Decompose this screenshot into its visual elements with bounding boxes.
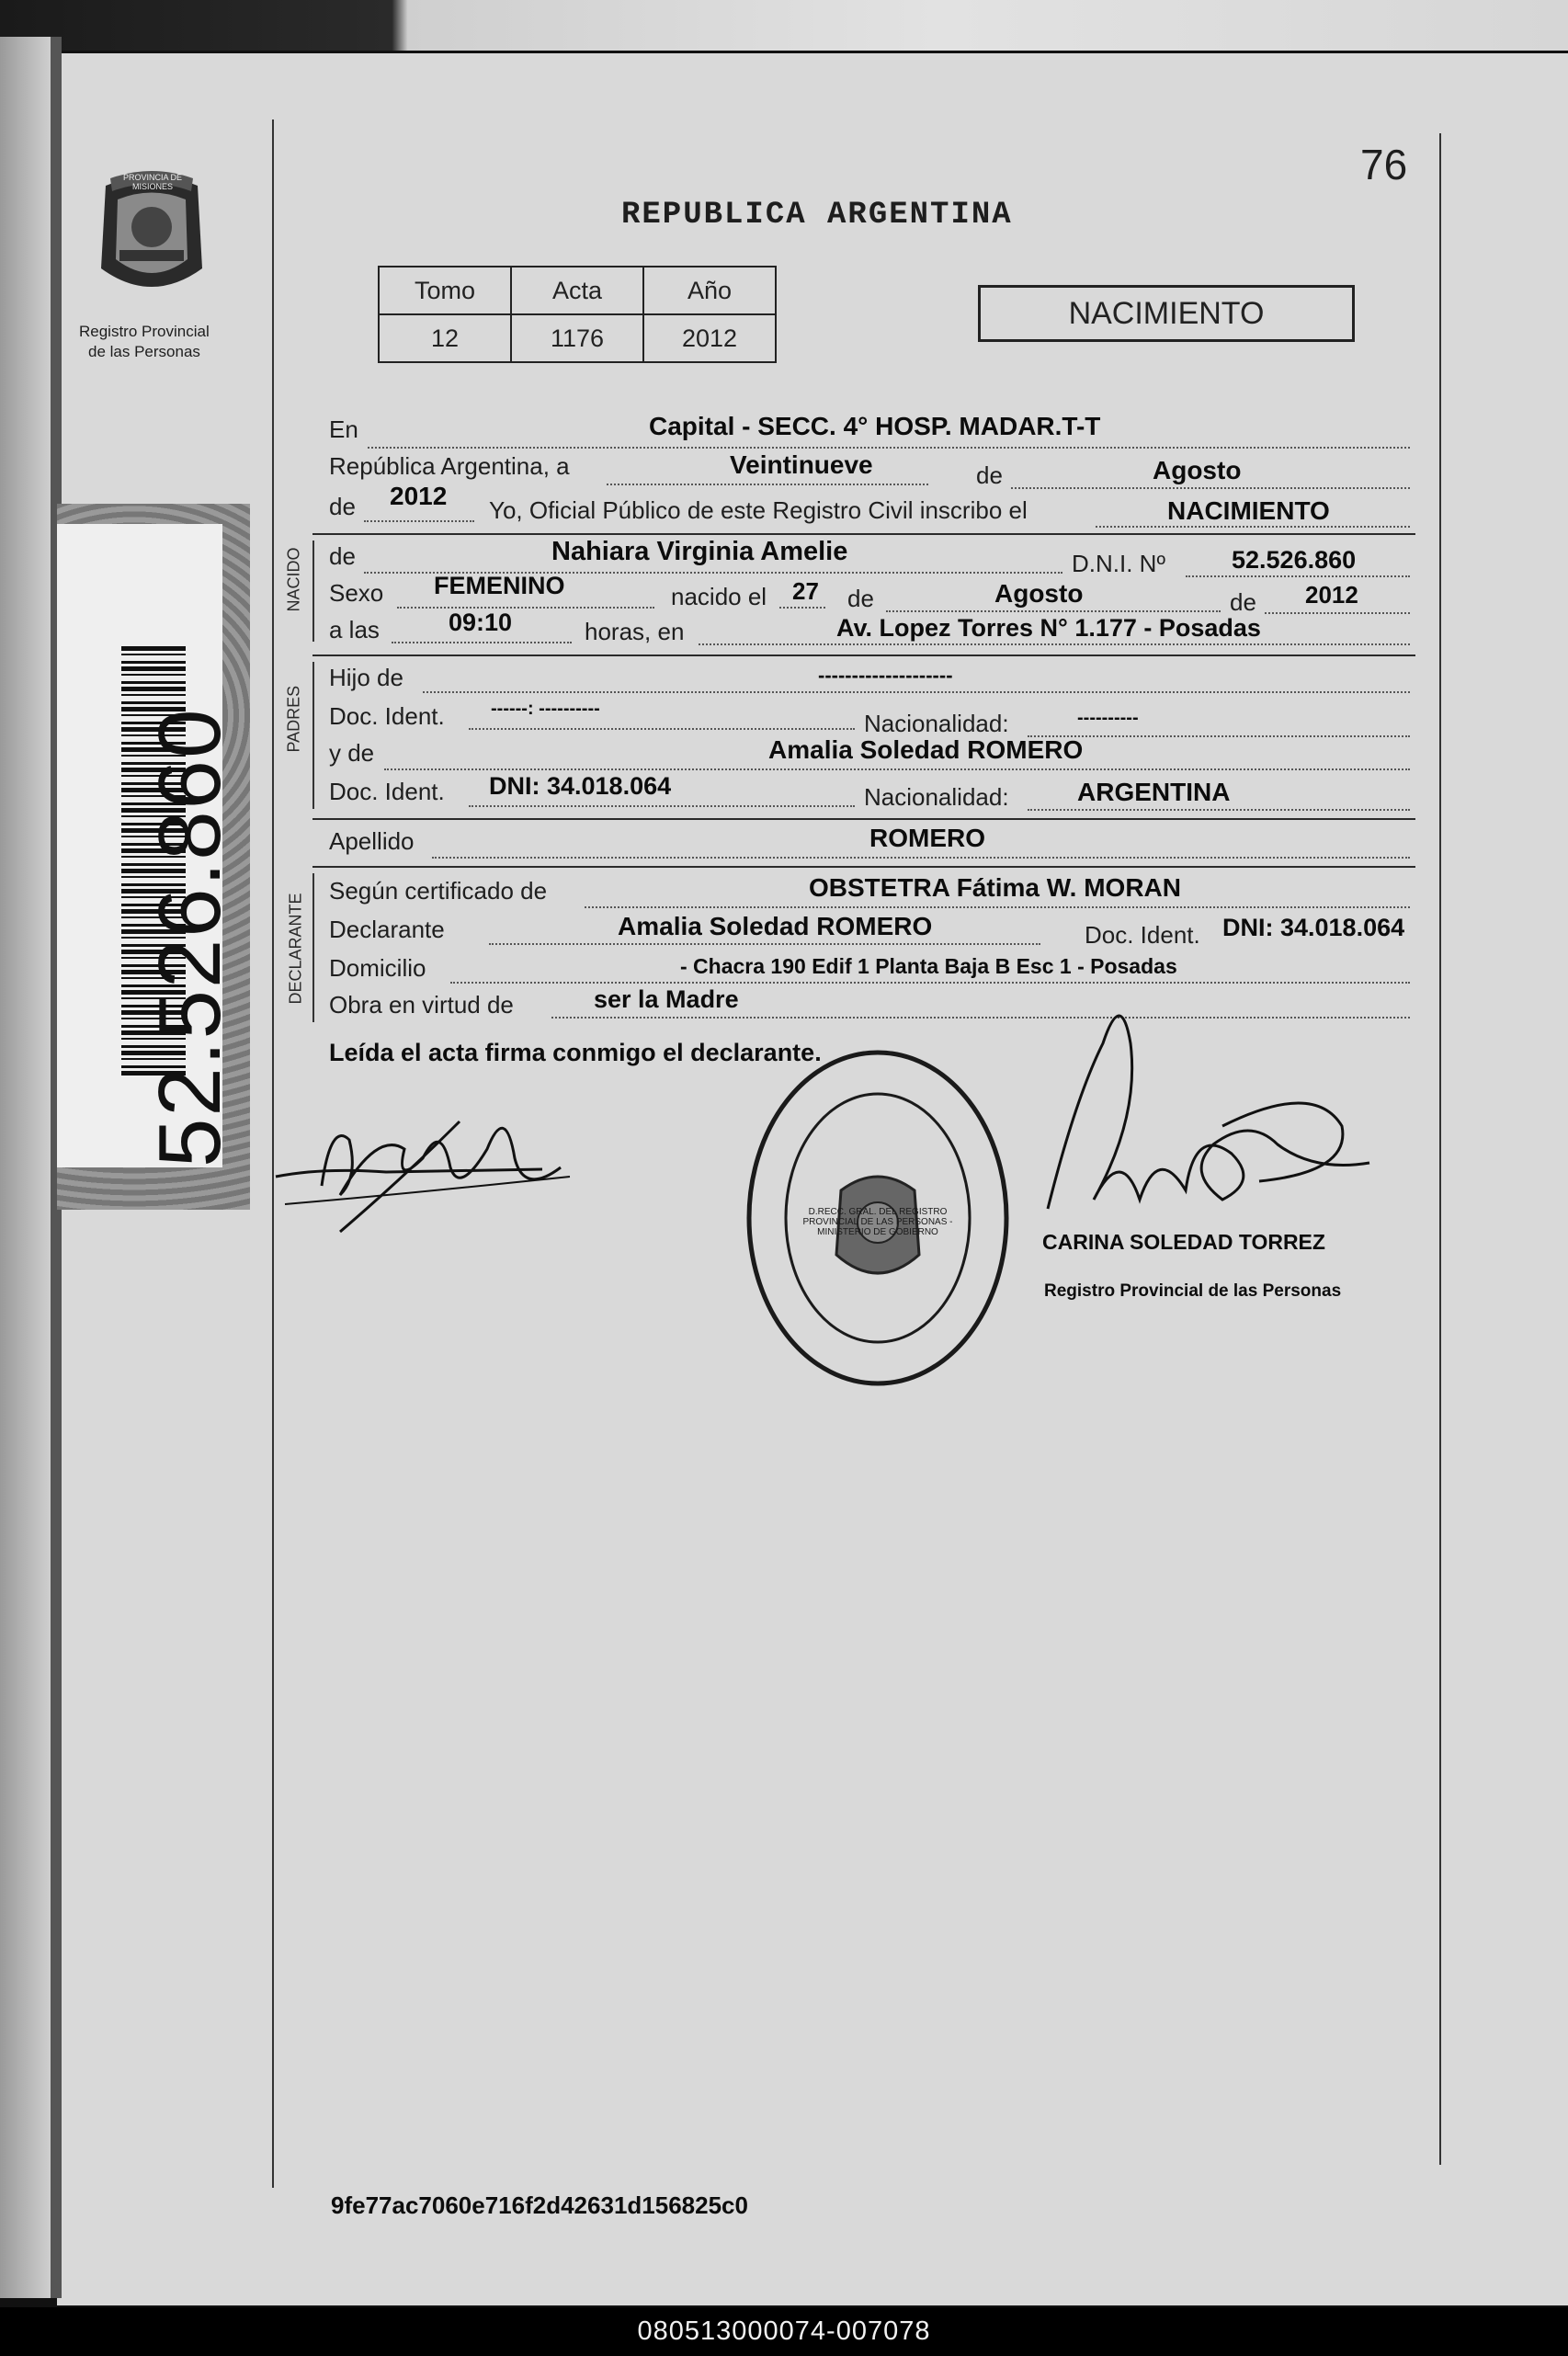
- value-ano: 2012: [643, 314, 776, 362]
- nacido-rule: [312, 541, 314, 642]
- apellido-label: Apellido: [329, 827, 415, 855]
- madre-dots: [384, 768, 1410, 770]
- nacido-name: Nahiara Virginia Amelie: [551, 537, 848, 566]
- horas-en-label: horas, en: [585, 618, 685, 645]
- segun-label: Según certificado de: [329, 877, 548, 905]
- padre-nac-label: Nacionalidad:: [864, 710, 1009, 737]
- padre-nac: ----------: [1077, 708, 1139, 728]
- sexo-dots: [397, 607, 654, 609]
- nacido-divider: [312, 654, 1415, 656]
- apellido-value: ROMERO: [869, 824, 985, 852]
- y-de-label: y de: [329, 739, 375, 767]
- dia-dots: [779, 607, 825, 609]
- registry-table: [378, 266, 777, 363]
- nacido-de-label-2: de: [847, 585, 874, 612]
- closing-text: Leída el acta firma conmigo el declarante.: [329, 1039, 822, 1066]
- declarante-value: Amalia Soledad ROMERO: [618, 912, 933, 940]
- header-acta: Acta: [511, 267, 643, 314]
- day-dots: [607, 484, 928, 485]
- declarante-doc: DNI: 34.018.064: [1222, 914, 1405, 941]
- declarante-label: Declarante: [329, 916, 445, 943]
- padre-doc-label: Doc. Ident.: [329, 702, 445, 730]
- logo-text: PROVINCIA DE MISIONES: [122, 173, 182, 191]
- document-hash: 9fe77ac7060e716f2d42631d156825c0: [331, 2191, 748, 2219]
- sexo-label: Sexo: [329, 579, 384, 607]
- seal-text: D.RECC. GRAL. DEL REGISTRO PROVINCIAL DE LAS PERSONAS - MINISTERIO DE GOBIERNO: [802, 1207, 953, 1237]
- domicilio-value: - Chacra 190 Edif 1 Planta Baja B Esc 1 - Posadas: [680, 954, 1177, 978]
- official-text: Yo, Oficial Público de este Registro Civil inscribo el: [489, 496, 1028, 524]
- domicilio-dots: [450, 982, 1410, 984]
- padres-rule: [312, 662, 314, 809]
- value-acta: 1176: [511, 314, 643, 362]
- nacido-day: 27: [792, 577, 819, 605]
- registry-label-line2: de las Personas: [88, 343, 200, 360]
- official-signature: [1039, 988, 1388, 1246]
- declarante-rule: [312, 873, 314, 1022]
- madre-nac: ARGENTINA: [1077, 778, 1231, 806]
- barcode-number: 52.526.860: [141, 707, 239, 1167]
- nacido-month: Agosto: [994, 579, 1084, 608]
- nacido-year: 2012: [1305, 581, 1358, 609]
- republica-label: República Argentina, a: [329, 452, 570, 480]
- section-padres: PADRES: [284, 685, 303, 753]
- apellido-divider: [312, 866, 1415, 868]
- padre-dots: [423, 691, 1410, 693]
- nacido-de-label: de: [329, 542, 356, 570]
- official-seal: [740, 1043, 1016, 1393]
- footer-bar: [0, 2307, 1568, 2356]
- dni-dots: [1186, 575, 1410, 577]
- right-margin-rule: [1439, 133, 1441, 2165]
- apellido-dots: [432, 857, 1410, 859]
- declarante-dots: [489, 943, 1040, 945]
- nacido-sexo: FEMENINO: [434, 572, 565, 599]
- year-dots: [364, 520, 474, 522]
- month-dots: [1011, 487, 1410, 489]
- value-tomo: 12: [379, 314, 511, 362]
- declarante-doc-label: Doc. Ident.: [1085, 921, 1200, 949]
- padre-doc: ------: ----------: [491, 699, 600, 719]
- header-ano: Año: [643, 267, 776, 314]
- nacido-lugar: Av. Lopez Torres N° 1.177 - Posadas: [836, 614, 1261, 642]
- day-value: Veintinueve: [730, 450, 873, 479]
- madre-nac-label: Nacionalidad:: [864, 783, 1009, 811]
- act-dots: [1096, 526, 1410, 528]
- dni-label: D.N.I. Nº: [1072, 550, 1165, 577]
- left-page-edge: [0, 37, 51, 2298]
- top-edge: [0, 0, 1568, 51]
- ano-dots: [1265, 612, 1410, 614]
- madre-name: Amalia Soledad ROMERO: [768, 735, 1084, 764]
- record-type-box: NACIMIENTO: [978, 285, 1355, 342]
- declarant-signature: [267, 1066, 597, 1250]
- hijo-de-label: Hijo de: [329, 664, 403, 691]
- padre-doc-dots: [469, 728, 855, 730]
- nacido-de-label-3: de: [1230, 588, 1256, 616]
- madre-doc: DNI: 34.018.064: [489, 772, 672, 800]
- madre-doc-dots: [469, 805, 855, 807]
- nacido-el-label: nacido el: [671, 583, 767, 610]
- obra-value: ser la Madre: [594, 985, 739, 1013]
- official-name: CARINA SOLEDAD TORREZ: [1042, 1230, 1325, 1254]
- domicilio-label: Domicilio: [329, 954, 426, 982]
- madre-doc-label: Doc. Ident.: [329, 778, 445, 805]
- header-tomo: Tomo: [379, 267, 511, 314]
- footer-id: 080513000074-007078: [637, 2316, 931, 2346]
- de-label-2: de: [329, 493, 356, 520]
- intro-divider: [312, 533, 1415, 535]
- registry-label-line1: Registro Provincial: [79, 323, 210, 340]
- obra-label: Obra en virtud de: [329, 991, 514, 1019]
- province-logo: [92, 167, 211, 305]
- en-value: Capital - SECC. 4° HOSP. MADAR.T-T: [649, 412, 1101, 440]
- padre-name: --------------------: [818, 664, 953, 687]
- country-title: REPUBLICA ARGENTINA: [621, 198, 1013, 233]
- act-value: NACIMIENTO: [1167, 496, 1330, 525]
- section-nacido: NACIDO: [284, 547, 303, 612]
- en-dots: [368, 447, 1410, 449]
- official-subtitle: Registro Provincial de las Personas: [1044, 1281, 1342, 1301]
- en-label: En: [329, 415, 358, 443]
- year-value: 2012: [390, 482, 448, 510]
- nacido-dni: 52.526.860: [1232, 546, 1357, 574]
- certificado-value: OBSTETRA Fátima W. MORAN: [809, 873, 1181, 902]
- madre-nac-dots: [1028, 809, 1410, 811]
- lugar-dots: [699, 643, 1410, 645]
- month-value: Agosto: [1153, 456, 1242, 484]
- nacido-hora: 09:10: [449, 609, 513, 636]
- page-number: 76: [1360, 141, 1408, 188]
- a-las-label: a las: [329, 616, 380, 643]
- certificado-dots: [585, 906, 1410, 908]
- padre-nac-dots: [1028, 735, 1410, 737]
- section-declarante: DECLARANTE: [286, 893, 305, 1005]
- padres-divider: [312, 818, 1415, 820]
- hora-dots: [392, 642, 572, 643]
- de-label-1: de: [976, 461, 1003, 489]
- mes-dots: [886, 610, 1221, 612]
